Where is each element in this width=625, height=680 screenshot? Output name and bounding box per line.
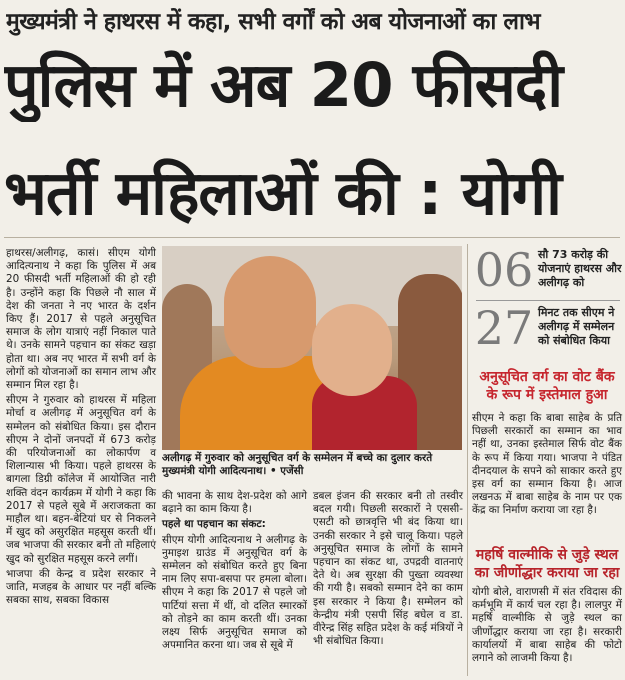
stat-text: मिनट तक सीएम ने अलीगढ़ में सम्मेलन को संबोधित किया — [538, 306, 615, 347]
paragraph: सीएम ने कहा कि बाबा साहेब के प्रति पिछली सरकारों का सम्मान का भाव नहीं था, उनका इस्तेमाल सिर्फ वोट बैंक के रूप में किया गया। भाजपा ने पंडित दीनदयाल के सपने को साकार करते हुए इस वर्ग का सम्मान किया है। आज लखनऊ में बाबा साहेब के नाम पर एक केंद्र का निर्माण कराया जा रहा है। — [472, 412, 622, 517]
photo-caption: अलीगढ़ में गुरुवार को अनुसूचित वर्ग के सम्मेलन में बच्चे का दुलार करते मुख्यमंत्री योगी आदित्यनाथ। • एजेंसी — [162, 452, 433, 477]
section-heading: अनुसूचित वर्ग का वोट बैंक के रूप में इस्तेमाल हुआ — [479, 369, 615, 403]
paragraph: सीएम योगी आदित्यनाथ ने अलीगढ़ के नुमाइश ग्राउंड में अनुसूचित वर्ग के सम्मेलन को संबोधित करते हुए बिना नाम लिए सपा-बसपा पर हमला बोला। सीएम ने कहा कि 2017 से पहले जो पार्टियां सत्ता में थीं, वो दलित स्मारकों को तोड़ने का काम करती थीं। उनका लक्ष्य सिर्फ अनुसूचित समाज को अपमानित करना था। जब से सूबे में — [162, 533, 307, 652]
paragraph: डबल इंजन की सरकार बनी तो तस्वीर बदल गयी। पिछली सरकारों ने एससी-एसटी को छात्रवृत्ति भी बंद किया था। उनकी सरकार ने इसे चालू किया। पहले अनुसूचित समाज के लोगों के सामने पहचान का संकट था, उपद्रवी वातनाएं देते थे। अब सुरक्षा की पुख्ता व्यवस्था की गयी है। सबको सम्मान देने का काम इस सरकार ने किया है। सम्मेलन को केन्द्रीय मंत्री एसपी सिंह बघेल व डा. वीरेन्द्र सिंह सहित प्रदेश के कई मंत्रियों ने भी संबोधित किया। — [313, 490, 463, 648]
stat-text: सौ 73 करोड़ की योजनाएं हाथरस और अलीगढ़ को — [538, 248, 622, 289]
middle-column-2 — [313, 490, 463, 650]
paragraph: सीएम ने गुरुवार को हाथरस में महिला मोर्चा व अलीगढ़ में अनुसूचित वर्ग के सम्मेलन को संबोधित किया। इस दौरान सीएम ने दोनों जनपदों में 673 करोड़ की परियोजनाओं का लोकार्पण व शिलान्यास भी किया। पहले हाथरस के बागला डिग्री कॉलेज में आयोजित नारी शक्ति वंदन कार्यक्रम में योगी ने कहा कि 2017 से पहले सूबे में अराजकता का माहौल था। बहन-बेटियां घर से निकलने में खुद को असुरक्षित महसूस करती थीं। जब भाजपा की सरकार बनी तो महिलाएं खुद को सुरक्षित महसूस करने लगीं। — [6, 394, 156, 565]
headline-line-2: भर्ती महिलाओं की : योगी — [4, 158, 561, 229]
column-rule — [467, 244, 468, 676]
subhead: पहले था पहचान का संकट: — [162, 518, 266, 531]
stat-number: 27 — [474, 301, 534, 355]
stats-box — [472, 244, 622, 362]
headline-rule — [4, 237, 620, 238]
headline-line-1: पुलिस में अब 20 फीसदी — [4, 50, 563, 121]
right-column-1 — [472, 412, 622, 520]
kicker-headline: मुख्यमंत्री ने हाथरस में कहा, सभी वर्गों को अब योजनाओं का लाभ — [6, 9, 541, 35]
section-heading: महर्षि वाल्मीकि से जुड़े स्थल का जीर्णोद्धार कराया जा रहा — [474, 547, 620, 581]
left-column — [6, 247, 156, 609]
paragraph: हाथरस/अलीगढ़, कासं। सीएम योगी आदित्यनाथ ने कहा कि पुलिस में अब 20 फीसदी भर्ती महिलाओं की हो रही है। उन्होंने कहा कि पिछले नौ साल में देश की जनता ने नए भारत के दर्शन किए हैं। 2017 से पहले अनुसूचित समाज के लोग यात्राएं नहीं निकाल पाते थे। उनके सामने पहचान का संकट खड़ा होता था। अब नए भारत में सभी वर्ग के लोगों को योजनाओं का समान लाभ और सम्मान मिल रहा है। — [6, 247, 156, 392]
middle-column-1 — [162, 490, 307, 654]
paragraph: योगी बोले, वाराणसी में संत रविदास की कर्मभूमि में कार्य चल रहा है। लालपुर में महर्षि वाल्मीकि से जुड़े स्थल का जीर्णोद्धार कराया जा रहा है। सरकारी कार्यालयों में बाबा साहेब की फोटो लगाने को लाजमी किया है। — [472, 586, 622, 665]
right-column-2 — [472, 586, 622, 667]
paragraph: की भावना के साथ देश-प्रदेश को आगे बढ़ाने का काम किया है। — [162, 490, 307, 516]
news-photo — [162, 246, 462, 450]
paragraph: भाजपा की केन्द्र व प्रदेश सरकार ने जाति, मजहब के आधार पर नहीं बल्कि सबका साथ, सबका विकास — [6, 567, 156, 607]
stat-number: 06 — [474, 243, 534, 297]
